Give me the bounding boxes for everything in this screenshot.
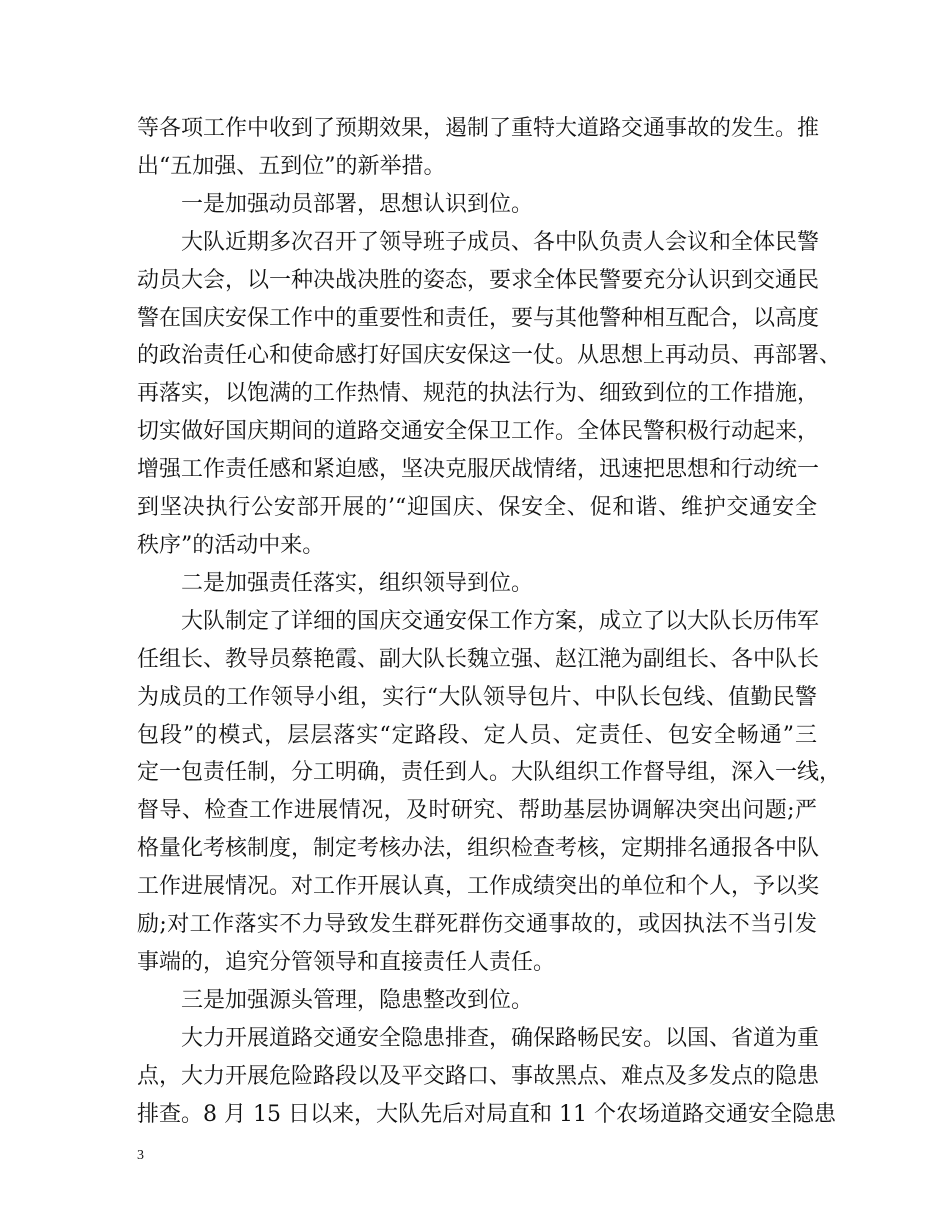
text-line: 增强工作责任感和紧迫感，坚决克服厌战情绪，迅速把思想和行动统一 [137,457,820,483]
text-line: 到坚决执行公安部开展的’“迎国庆、保安全、促和谐、维护交通安全 [137,495,817,521]
text-line: 警在国庆安保工作中的重要性和责任，要与其他警种相互配合，以高度 [137,305,820,331]
text-line: 的政治责任心和使命感打好国庆安保这一仗。从思想上再动员、再部署、 [137,343,842,369]
text-line: 再落实，以饱满的工作热情、规范的执法行为、细致到位的工作措施， [137,381,820,407]
text-line: 励;对工作落实不力导致发生群死群伤交通事故的，或因执法不当引发 [137,912,817,938]
text-line: 任组长、教导员蔡艳霞、副大队长魏立强、赵江滟为副组长、各中队长 [137,646,820,672]
text-line: 大队制定了详细的国庆交通安保工作方案，成立了以大队长历伟军 [181,608,820,634]
text-line: 事端的，追究分管领导和直接责任人责任。 [137,949,556,975]
text-line: 工作进展情况。对工作开展认真，工作成绩突出的单位和个人，予以奖 [137,874,820,900]
text-line: 出“五加强、五到位”的新举措。 [137,153,446,179]
body-text [137,110,842,1133]
text-line: 一是加强动员部署，思想认识到位。 [181,191,534,217]
text-line: 等各项工作中收到了预期效果，遏制了重特大道路交通事故的发生。推 [137,116,820,141]
text-line: 切实做好国庆期间的道路交通安全保卫工作。全体民警积极行动起来， [137,419,820,445]
text-line: 为成员的工作领导小组，实行“大队领导包片、中队长包线、值勤民警 [137,684,817,710]
text-line: 督导、检查工作进展情况，及时研究、帮助基层协调解决突出问题;严 [137,798,817,824]
page-number: 3 [137,1148,144,1163]
text-line: 秩序”的活动中来。 [137,532,325,558]
text-line: 三是加强源头管理，隐患整改到位。 [181,987,534,1013]
text-line: 大队近期多次召开了领导班子成员、各中队负责人会议和全体民警 [181,229,820,255]
text-line: 二是加强责任落实，组织领导到位。 [181,570,534,596]
text-line: 排查。8 月 15 日以来，大队先后对局直和 11 个农场道路交通安全隐患 [137,1101,836,1127]
text-line: 大力开展道路交通安全隐患排查，确保路畅民安。以国、省道为重 [181,1025,820,1051]
text-line: 包段”的模式，层层落实“定路段、定人员、定责任、包安全畅通”三 [137,722,817,748]
text-line: 动员大会，以一种决战决胜的姿态，要求全体民警要充分认识到交通民 [137,267,820,293]
text-line: 定一包责任制，分工明确，责任到人。大队组织工作督导组，深入一线， [137,760,842,786]
text-line: 点，大力开展危险路段以及平交路口、事故黑点、难点及多发点的隐患 [137,1063,820,1089]
text-line: 格量化考核制度，制定考核办法，组织检查考核，定期排名通报各中队 [137,836,820,862]
